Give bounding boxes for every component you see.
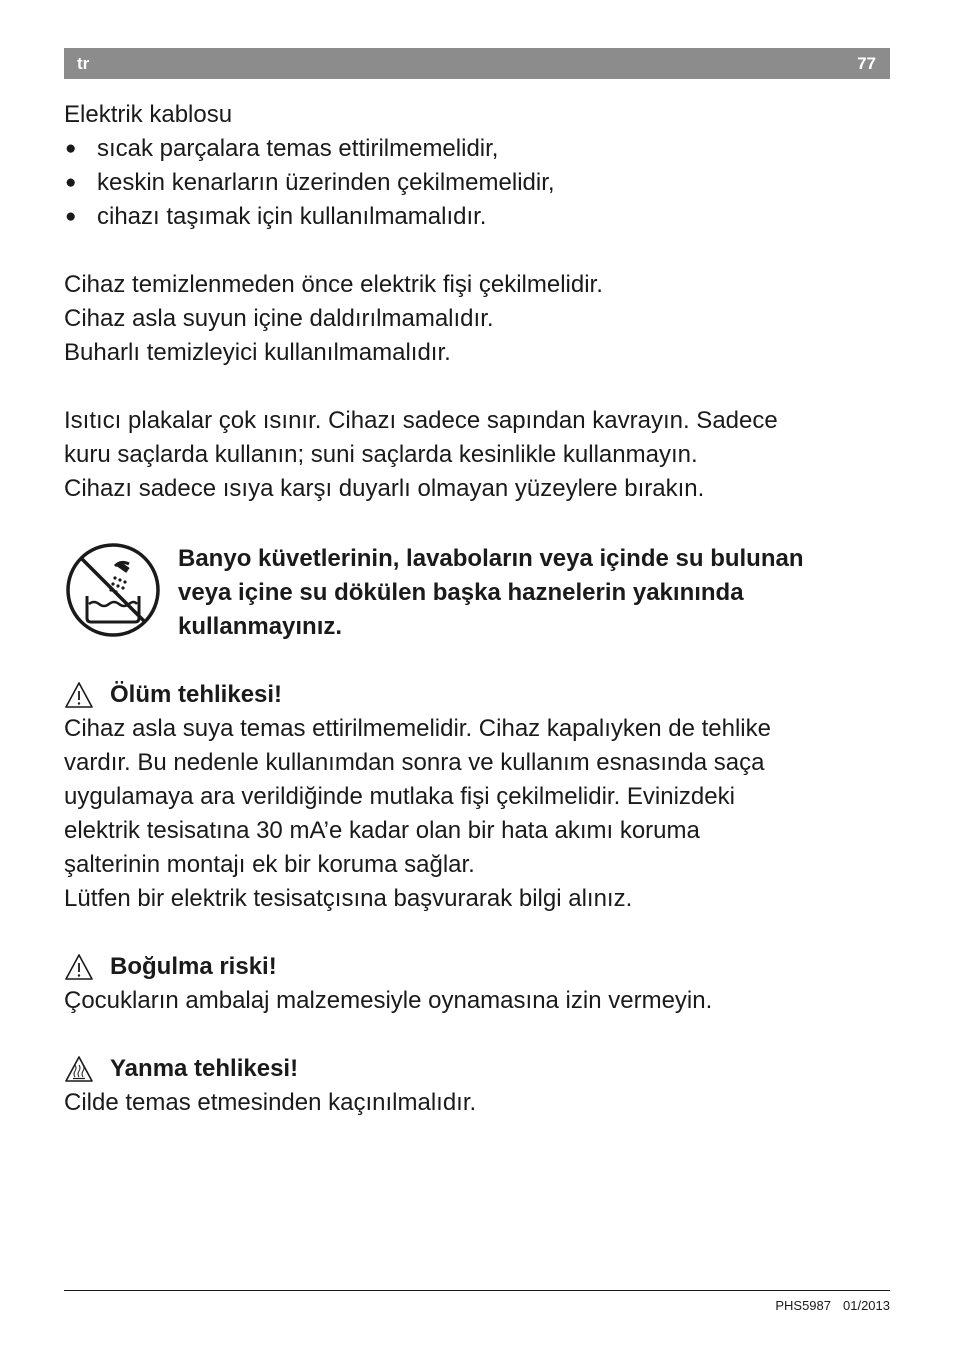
water-warning-line: Banyo küvetlerinin, lavaboların veya içinde su bulunan xyxy=(178,545,804,572)
hot-surface-warning-icon xyxy=(64,1055,94,1083)
burn-title: Yanma tehlikesi! xyxy=(110,1055,299,1082)
water-warning-line: kullanmayınız. xyxy=(178,613,343,640)
header-bar xyxy=(64,48,890,79)
list-item: ● keskin kenarların üzerinden çekilmemelidir, xyxy=(64,166,890,200)
death-line: uygulamaya ara verildiğinde mutlaka fişi çekilmelidir. Evinizdeki xyxy=(64,783,735,810)
heat-line: Isıtıcı plakalar çok ısınır. Cihazı sadece sapından kavrayın. Sadece xyxy=(64,407,778,434)
cleaning-line: Cihaz temizlenmeden önce elektrik fişi çekilmelidir. xyxy=(64,271,603,298)
no-water-icon xyxy=(65,542,161,638)
cable-intro: Elektrik kablosu xyxy=(64,101,233,128)
water-warning xyxy=(64,542,890,644)
language-code: tr xyxy=(77,54,90,73)
cable-list xyxy=(64,132,890,234)
choking-heading xyxy=(64,950,890,984)
death-heading xyxy=(64,678,890,712)
death-title: Ölüm tehlikesi! xyxy=(110,681,283,708)
warning-triangle-icon xyxy=(64,953,94,981)
death-line: Cihaz asla suya temas ettirilmemelidir. Cihaz kapalıyken de tehlike xyxy=(64,715,771,742)
page-content xyxy=(64,98,890,1120)
page-number: 77 xyxy=(857,54,876,73)
cleaning-line: Cihaz asla suyun içine daldırılmamalıdır. xyxy=(64,305,494,332)
cleaning-line: Buharlı temizleyici kullanılmamalıdır. xyxy=(64,339,451,366)
water-warning-line: veya içine su dökülen başka haznelerin yakınında xyxy=(178,579,744,606)
warning-triangle-icon xyxy=(64,681,94,709)
footer xyxy=(775,1298,890,1313)
death-line: elektrik tesisatına 30 mA’e kadar olan bir hata akımı koruma xyxy=(64,817,700,844)
death-line: Lütfen bir elektrik tesisatçısına başvurarak bilgi alınız. xyxy=(64,885,633,912)
footer-divider xyxy=(64,1290,890,1291)
death-line: vardır. Bu nedenle kullanımdan sonra ve kullanım esnasında saça xyxy=(64,749,765,776)
footer-date: 01/2013 xyxy=(843,1298,890,1313)
heat-line: kuru saçlarda kullanın; suni saçlarda kesinlikle kullanmayın. xyxy=(64,441,698,468)
choking-text: Çocukların ambalaj malzemesiyle oynamasına izin vermeyin. xyxy=(64,987,713,1014)
heat-line: Cihazı sadece ısıya karşı duyarlı olmayan yüzeylere bırakın. xyxy=(64,475,705,502)
burn-text: Cilde temas etmesinden kaçınılmalıdır. xyxy=(64,1089,477,1116)
burn-heading xyxy=(64,1052,890,1086)
list-item: ● sıcak parçalara temas ettirilmemelidir, xyxy=(64,132,890,166)
water-warning-text xyxy=(178,542,892,644)
model-number: PHS5987 xyxy=(775,1298,831,1313)
list-item: ● cihazı taşımak için kullanılmamalıdır. xyxy=(64,200,890,234)
choking-title: Boğulma riski! xyxy=(110,953,277,980)
death-line: şalterinin montajı ek bir koruma sağlar. xyxy=(64,851,475,878)
